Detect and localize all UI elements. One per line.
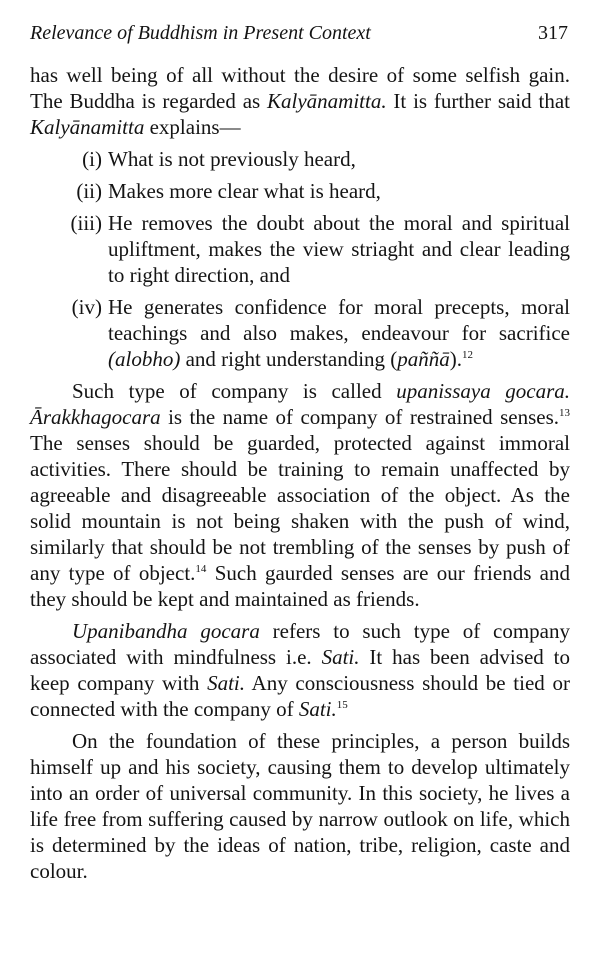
body-text bbox=[30, 62, 570, 884]
page-number: 317 bbox=[538, 22, 568, 44]
numbered-list bbox=[30, 146, 570, 372]
paragraph-2 bbox=[30, 378, 570, 612]
footnote-ref[interactable]: 12 bbox=[462, 349, 474, 361]
text-run: and right understanding ( bbox=[180, 347, 398, 371]
emphasis: Sati. bbox=[321, 645, 360, 669]
text-run: Such type of company is called bbox=[72, 379, 397, 403]
list-item bbox=[30, 210, 570, 288]
list-number: (ii) bbox=[76, 179, 102, 203]
paragraph-3 bbox=[30, 618, 570, 722]
list-text: He removes the doubt about the moral and spiritual upliftment, makes the view striaght and clear leading to right direction, and bbox=[108, 211, 570, 287]
list-number: (iv) bbox=[71, 295, 102, 319]
footnote-ref[interactable]: 15 bbox=[336, 699, 348, 711]
footnote-ref[interactable]: 13 bbox=[559, 407, 570, 419]
paragraph-1 bbox=[30, 62, 570, 140]
list-item bbox=[30, 178, 570, 204]
emphasis: Sati. bbox=[298, 697, 337, 721]
emphasis: Sati. bbox=[207, 671, 245, 695]
list-text bbox=[108, 294, 570, 372]
emphasis: upanissaya gocara. Ārakkhagocara bbox=[30, 379, 570, 429]
running-header bbox=[30, 22, 570, 45]
text-run: ). bbox=[449, 347, 463, 371]
list-item bbox=[30, 294, 570, 372]
emphasis: Kalyānamitta. bbox=[267, 89, 387, 113]
running-title: Relevance of Buddhism in Present Context bbox=[30, 22, 371, 44]
text-run: Such gaurded senses are our friends and they should be kept and maintained as friends. bbox=[30, 561, 570, 611]
text-run: explains— bbox=[144, 115, 241, 139]
paragraph-4: On the foundation of these principles, a person builds himself up and his society, causing them to develop ultimately into an order of universal community. In this society, he lives a life free from suffering caused by narrow outlook on life, which is determined by the ideas of nation, tribe, religion, caste and colour. bbox=[30, 729, 570, 883]
footnote-ref[interactable]: 14 bbox=[195, 563, 207, 575]
text-run: is the name of company of restrained senses. bbox=[160, 405, 559, 429]
list-number: (i) bbox=[82, 147, 102, 171]
list-number: (iii) bbox=[70, 211, 102, 235]
emphasis: (alobho) bbox=[108, 347, 181, 371]
text-run: The senses should be guarded, protected against immoral activities. There should be training to remain unaffected by agreeable and disagreeable association of the object. As the solid mountain is not being shaken with the push of wind, similarly that should be not trembling of the senses by push of any type of object. bbox=[30, 431, 570, 585]
text-run: He generates confidence for moral precepts, moral teachings and also makes, endeavour for sacrifice bbox=[108, 295, 570, 345]
emphasis: Upanibandha gocara bbox=[72, 619, 260, 643]
emphasis: paññā bbox=[397, 347, 450, 371]
list-text: What is not previously heard, bbox=[108, 147, 356, 171]
list-item bbox=[30, 146, 570, 172]
emphasis: Kalyānamitta bbox=[30, 115, 145, 139]
text-run: Any consciousness should be tied or connected with the company of bbox=[30, 671, 570, 721]
text-run: has well being of all without the desire of some selfish gain. The Buddha is regarded as bbox=[30, 63, 570, 113]
list-text: Makes more clear what is heard, bbox=[108, 179, 381, 203]
text-run: refers to such type of company associated with mindfulness i.e. bbox=[30, 619, 571, 669]
text-run: It is further said that bbox=[386, 89, 570, 113]
text-run: It has been advised to keep company with bbox=[30, 645, 571, 695]
